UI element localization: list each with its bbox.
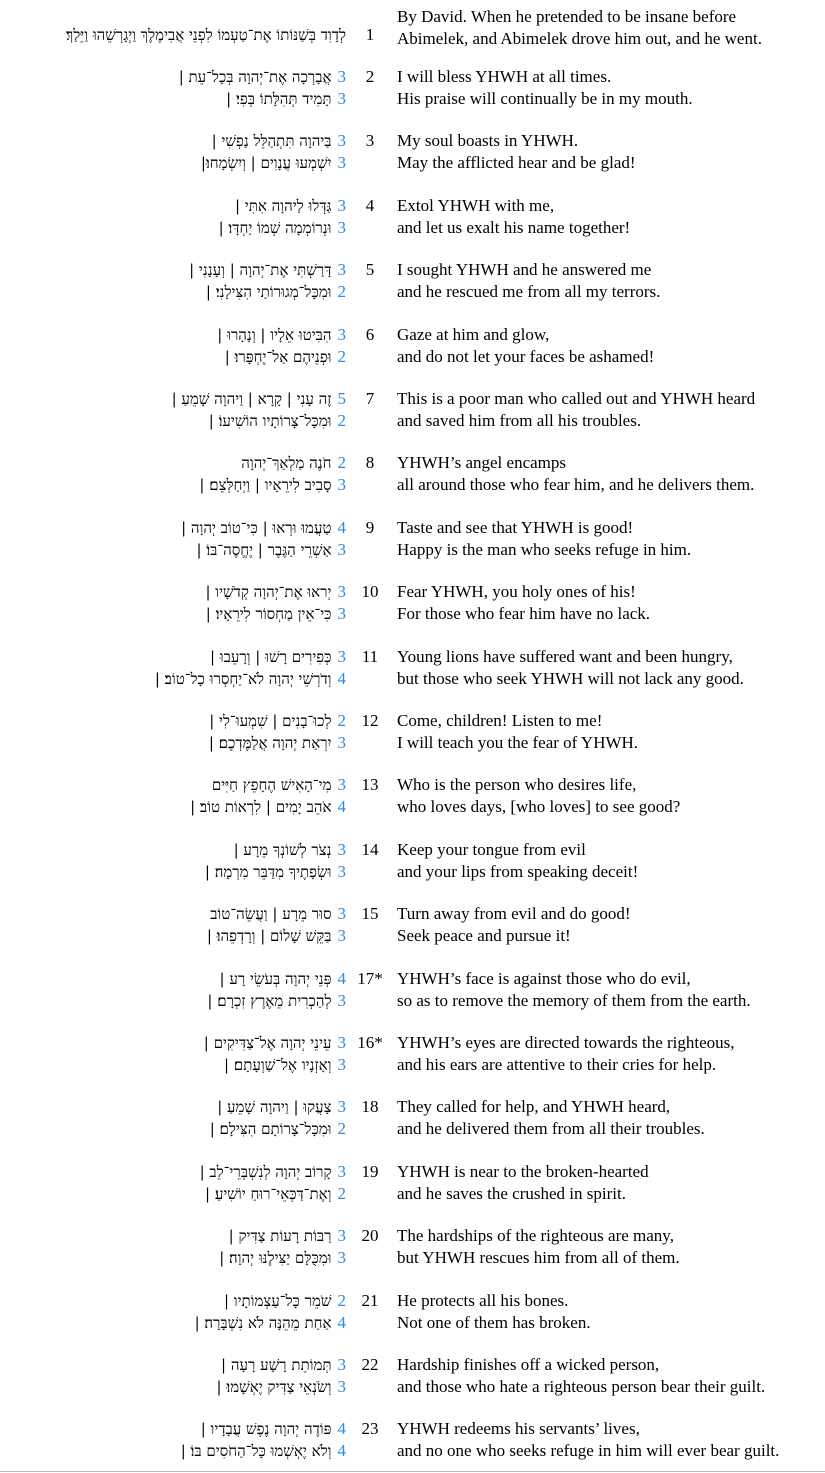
hebrew-text: יְראוּ אֶת־יְהוָה קְדֹשָׁיו | — [205, 583, 332, 601]
hebrew-line — [4, 346, 346, 368]
english-line: but YHWH rescues him from all of them. — [397, 1248, 680, 1267]
verse-number: 10 — [361, 582, 379, 601]
english-line: and his ears are attentive to their cries for help. — [397, 1055, 717, 1074]
english-line: His praise will continually be in my mouth. — [397, 89, 693, 108]
hebrew-line: לְדָוִד בְּשַׁנּוֹתוֹ אֶת־טַעְמוֹ לִפְנֵי אֲבִימֶלֶךְ וַיְגָרְשֵׁהוּ וַיֵּלַךְ׃ — [65, 26, 346, 44]
verse-hebrew — [4, 1290, 346, 1334]
verse-number: 23 — [361, 1419, 379, 1438]
syllable-count: 3 — [337, 840, 346, 859]
verse-hebrew — [4, 452, 346, 496]
hebrew-text: וּפְנֵיהֶם אַל־יֶחְפָּרוּ׃ | — [224, 348, 332, 366]
english-line: YHWH’s eyes are directed towards the righteous, — [397, 1033, 735, 1052]
hebrew-text: לְהַכְרִית מֵאֶרֶץ זִכְרָם׃ | — [207, 992, 332, 1010]
verse-english — [397, 646, 825, 690]
hebrew-text: אַחַת מֵהֵנָּה לֹא נִשְׁבָּרָה׃ | — [194, 1314, 332, 1332]
bottom-divider — [0, 1471, 825, 1472]
hebrew-line — [4, 195, 346, 217]
superscription-hebrew — [4, 24, 346, 46]
syllable-count: 2 — [337, 453, 346, 472]
syllable-count: 4 — [337, 797, 346, 816]
hebrew-text: סוּר מֵרָע | וַעֲשֵׂה־טוֹב — [210, 905, 332, 923]
hebrew-text: וְדֹרְשֵׁי יְהוָה לֹא־יַחְסְרוּ כָל־טוֹב׃ | — [154, 670, 332, 688]
verse-number: 2 — [365, 67, 375, 86]
verse-english — [397, 581, 825, 625]
verse-hebrew — [4, 1418, 346, 1462]
english-line: YHWH redeems his servants’ lives, — [397, 1419, 640, 1438]
verse-hebrew — [4, 1161, 346, 1205]
english-line: Not one of them has broken. — [397, 1313, 591, 1332]
verse-hebrew — [4, 66, 346, 110]
verse-english — [397, 66, 825, 110]
syllable-count: 3 — [337, 733, 346, 752]
hebrew-line — [4, 410, 346, 432]
verse-hebrew — [4, 710, 346, 754]
hebrew-line — [4, 130, 346, 152]
hebrew-text: טַעֲמוּ וּרְאוּ | כִּי־טוֹב יְהוָה | — [181, 519, 332, 537]
verse-english — [397, 452, 825, 496]
hebrew-line — [4, 925, 346, 947]
syllable-count: 3 — [337, 775, 346, 794]
syllable-count: 4 — [337, 1441, 346, 1460]
verse-hebrew — [4, 1096, 346, 1140]
verse-hebrew — [4, 968, 346, 1012]
syllable-count: 2 — [337, 347, 346, 366]
syllable-count: 3 — [337, 604, 346, 623]
english-line: and no one who seeks refuge in him will ever bear guilt. — [397, 1441, 780, 1460]
hebrew-text: וְאָזְנָיו אֶל־שַׁוְעָתָם׃ | — [224, 1056, 332, 1074]
verse-english — [397, 1096, 825, 1140]
hebrew-text: גַּדְּלוּ לַיהוָה אִתִּי | — [234, 197, 332, 215]
hebrew-text: פּוֹדֶה יְהוָה נֶפֶשׁ עֲבָדָיו | — [200, 1420, 332, 1438]
verse-number: 15 — [361, 904, 379, 923]
english-line: May the afflicted hear and be glad! — [397, 153, 636, 172]
hebrew-line — [4, 281, 346, 303]
hebrew-text: פְּנֵי יְהוָה בְּעֹשֵׂי רָע | — [219, 970, 332, 988]
english-line: Gaze at him and glow, — [397, 325, 550, 344]
syllable-count: 3 — [337, 67, 346, 86]
hebrew-text: הִבִּיטוּ אֵלָיו | וְנָהָרוּ | — [217, 326, 332, 344]
syllable-count: 3 — [337, 1377, 346, 1396]
english-line: I will bless YHWH at all times. — [397, 67, 612, 86]
verse-hebrew — [4, 839, 346, 883]
verse-number: 20 — [361, 1226, 379, 1245]
hebrew-text: יִשְׁמְעוּ עֲנָוִים | וְיִשְׂמָחוּ׃| — [200, 154, 332, 172]
hebrew-text: כְּפִירִים רָשׁוּ | וְרָעֵבוּ | — [209, 648, 332, 666]
verse-number: 6 — [365, 325, 375, 344]
verse-hebrew — [4, 1225, 346, 1269]
verse-number: 11 — [361, 647, 379, 666]
verse-number: 3 — [365, 131, 375, 150]
verse-number: 5 — [365, 260, 375, 279]
english-line: YHWH’s angel encamps — [397, 453, 567, 472]
hebrew-text: לְכוּ־בָנִים | שִׁמְעוּ־לִי | — [209, 712, 332, 730]
syllable-count: 3 — [337, 131, 346, 150]
english-line: and let us exalt his name together! — [397, 218, 631, 237]
verse-english — [397, 1290, 825, 1334]
hebrew-line — [4, 452, 346, 474]
hebrew-text: כִּי־אֵין מַחְסוֹר לִירֵאָיו׃ | — [205, 605, 332, 623]
hebrew-line — [4, 539, 346, 561]
verse-hebrew — [4, 581, 346, 625]
hebrew-line — [4, 861, 346, 883]
hebrew-text: צָעֲקוּ | וַיהוָה שָׁמֵעַ | — [217, 1098, 332, 1116]
english-line: YHWH’s face is against those who do evil, — [397, 969, 691, 988]
verse-english — [397, 1161, 825, 1205]
verse-hebrew — [4, 388, 346, 432]
syllable-count: 4 — [337, 969, 346, 988]
english-line: Taste and see that YHWH is good! — [397, 518, 634, 537]
syllable-count: 3 — [337, 540, 346, 559]
hebrew-text: בַּיהוָה תִּתְהַלֵּל נַפְשִׁי | — [211, 132, 332, 150]
english-line: YHWH is near to the broken-hearted — [397, 1162, 649, 1181]
english-line: Seek peace and pursue it! — [397, 926, 571, 945]
verse-english — [397, 517, 825, 561]
hebrew-line — [4, 1418, 346, 1440]
verse-hebrew — [4, 774, 346, 818]
verse-number: 4 — [365, 196, 375, 215]
hebrew-line — [4, 1225, 346, 1247]
verse-hebrew — [4, 324, 346, 368]
syllable-count: 4 — [337, 669, 346, 688]
english-line: and he rescued me from all my terrors. — [397, 282, 661, 301]
hebrew-line — [4, 474, 346, 496]
english-line: They called for help, and YHWH heard, — [397, 1097, 671, 1116]
english-line: but those who seek YHWH will not lack any good. — [397, 669, 744, 688]
syllable-count: 3 — [337, 260, 346, 279]
verse-english — [397, 839, 825, 883]
hebrew-text: סָבִיב לִירֵאָיו | וַיְחַלְּצֵם׃ | — [199, 476, 332, 494]
hebrew-text: וְלֹא יֶאְשְׁמוּ כָּל־הַחֹסִים בּוֹ׃ | — [180, 1442, 332, 1460]
hebrew-text: תְּמוֹתֵת רָשָׁע רָעָה | — [221, 1356, 332, 1374]
verse-english — [397, 259, 825, 303]
hebrew-text: וּמִכָּל־צָרוֹתָם הִצִּילָם׃ | — [209, 1120, 332, 1138]
syllable-count: 3 — [337, 325, 346, 344]
hebrew-line — [4, 1440, 346, 1462]
hebrew-text: תָּמִיד תְּהִלָּתוֹ בְּפִי׃ | — [226, 90, 332, 108]
hebrew-line — [4, 581, 346, 603]
english-line: Turn away from evil and do good! — [397, 904, 631, 923]
hebrew-text: אֲבָרְכָה אֶת־יְהוָה בְּכָל־עֵת | — [178, 68, 332, 86]
verse-english — [397, 324, 825, 368]
syllable-count: 3 — [337, 475, 346, 494]
syllable-count: 3 — [337, 926, 346, 945]
hebrew-line — [4, 774, 346, 796]
verse-number: 18 — [361, 1097, 379, 1116]
hebrew-line — [4, 1096, 346, 1118]
english-line: Come, children! Listen to me! — [397, 711, 603, 730]
hebrew-line — [4, 1290, 346, 1312]
verse-number: 14 — [361, 840, 379, 859]
hebrew-line — [4, 1118, 346, 1140]
verse-english — [397, 130, 825, 174]
hebrew-line — [4, 1161, 346, 1183]
syllable-count: 2 — [337, 1119, 346, 1138]
hebrew-text: וְשֹׂנְאֵי צַדִּיק יֶאְשָׁמוּ׃ | — [216, 1378, 332, 1396]
english-line: He protects all his bones. — [397, 1291, 569, 1310]
hebrew-line — [4, 732, 346, 754]
hebrew-line — [4, 388, 346, 410]
hebrew-line — [4, 1054, 346, 1076]
hebrew-line — [4, 1247, 346, 1269]
verse-number: 22 — [361, 1355, 379, 1374]
syllable-count: 5 — [337, 389, 346, 408]
hebrew-text: נְצֹר לְשׁוֹנְךָ מֵרָע | — [233, 841, 332, 859]
english-line: Keep your tongue from evil — [397, 840, 586, 859]
verse-hebrew — [4, 646, 346, 690]
syllable-count: 3 — [337, 904, 346, 923]
hebrew-line — [4, 152, 346, 174]
syllable-count: 2 — [337, 282, 346, 301]
english-line: and saved him from all his troubles. — [397, 411, 642, 430]
superscription-english — [397, 6, 825, 50]
hebrew-text: דָּרַשְׁתִּי אֶת־יְהוָה | וְעָנָנִי | — [189, 261, 332, 279]
english-line: all around those who fear him, and he delivers them. — [397, 475, 755, 494]
hebrew-text: מִי־הָאִישׁ הֶחָפֵץ חַיִּים — [211, 776, 332, 794]
verse-english — [397, 903, 825, 947]
syllable-count: 3 — [337, 1162, 346, 1181]
verse-number: 13 — [361, 775, 379, 794]
syllable-count: 3 — [337, 647, 346, 666]
syllable-count: 2 — [337, 1184, 346, 1203]
verse-number: 7 — [365, 389, 375, 408]
english-line: Abimelek, and Abimelek drove him out, and he went. — [397, 29, 762, 48]
english-line: I sought YHWH and he answered me — [397, 260, 652, 279]
hebrew-line — [4, 1376, 346, 1398]
syllable-count: 3 — [337, 153, 346, 172]
hebrew-text: וּמִכֻּלָּם יַצִּילֶנּוּ יְהוָה׃ | — [219, 1249, 332, 1267]
syllable-count: 3 — [337, 1055, 346, 1074]
hebrew-line — [4, 324, 346, 346]
english-line: Young lions have suffered want and been hungry, — [397, 647, 733, 666]
english-line: Who is the person who desires life, — [397, 775, 637, 794]
english-line: By David. When he pretended to be insane before — [397, 7, 737, 26]
verse-english — [397, 968, 825, 1012]
verse-number: 19 — [361, 1162, 379, 1181]
verse-english — [397, 1032, 825, 1076]
hebrew-line — [4, 1354, 346, 1376]
verse-number: 9 — [365, 518, 375, 537]
syllable-count: 2 — [337, 711, 346, 730]
hebrew-text: קָרוֹב יְהוָה לְנִשְׁבְּרֵי־לֵב | — [199, 1163, 332, 1181]
hebrew-line — [4, 968, 346, 990]
hebrew-line — [4, 259, 346, 281]
hebrew-text: וּמִכָּל־מְגוּרוֹתַי הִצִּילָנִי׃ | — [205, 283, 332, 301]
syllable-count: 3 — [337, 196, 346, 215]
hebrew-text: זֶה עָנִי | קָרָא | וַיהוָה שָׁמֵעַ | — [171, 390, 332, 408]
hebrew-text: שֹׁמֵר כָּל־עַצְמוֹתָיו | — [223, 1292, 332, 1310]
hebrew-line — [4, 903, 346, 925]
verse-english — [397, 710, 825, 754]
hebrew-line — [4, 66, 346, 88]
syllable-count: 3 — [337, 1355, 346, 1374]
verse-hebrew — [4, 517, 346, 561]
syllable-count: 4 — [337, 518, 346, 537]
hebrew-text: יִרְאַת יְהוָה אֲלַמֶּדְכֶם׃ | — [208, 734, 332, 752]
english-line: so as to remove the memory of them from the earth. — [397, 991, 751, 1010]
hebrew-line — [4, 710, 346, 732]
verse-number: 1 — [365, 25, 375, 44]
hebrew-line — [4, 1183, 346, 1205]
hebrew-line — [4, 88, 346, 110]
english-line: and he delivered them from all their troubles. — [397, 1119, 705, 1138]
verse-hebrew — [4, 1032, 346, 1076]
syllable-count: 4 — [337, 1313, 346, 1332]
hebrew-text: אַשְׁרֵי הַגֶּבֶר | יֶחֱסֶה־בּוֹ׃ | — [196, 541, 332, 559]
verse-hebrew — [4, 903, 346, 947]
verse-number: 16* — [357, 1033, 383, 1052]
hebrew-text: וּנְרוֹמְמָה שְׁמוֹ יַחְדָּו׃ | — [218, 219, 332, 237]
hebrew-text: בַּקֵּשׁ שָׁלוֹם | וְרָדְפֵהוּ׃ | — [206, 927, 332, 945]
verse-hebrew — [4, 259, 346, 303]
verse-hebrew — [4, 130, 346, 174]
english-line: Extol YHWH with me, — [397, 196, 555, 215]
syllable-count: 3 — [337, 1033, 346, 1052]
syllable-count: 4 — [337, 1419, 346, 1438]
syllable-count: 3 — [337, 582, 346, 601]
english-line: and your lips from speaking deceit! — [397, 862, 639, 881]
syllable-count: 2 — [337, 411, 346, 430]
english-line: The hardships of the righteous are many, — [397, 1226, 674, 1245]
english-line: This is a poor man who called out and YHWH heard — [397, 389, 756, 408]
hebrew-line — [4, 668, 346, 690]
verse-number: 8 — [365, 453, 375, 472]
english-line: For those who fear him have no lack. — [397, 604, 651, 623]
syllable-count: 3 — [337, 991, 346, 1010]
syllable-count: 3 — [337, 1226, 346, 1245]
hebrew-line — [4, 603, 346, 625]
verse-hebrew — [4, 195, 346, 239]
english-line: Fear YHWH, you holy ones of his! — [397, 582, 636, 601]
syllable-count: 3 — [337, 218, 346, 237]
english-line: My soul boasts in YHWH. — [397, 131, 579, 150]
syllable-count: 2 — [337, 1291, 346, 1310]
verse-english — [397, 1418, 825, 1462]
english-line: I will teach you the fear of YHWH. — [397, 733, 639, 752]
hebrew-line — [4, 1032, 346, 1054]
verse-english — [397, 1225, 825, 1269]
hebrew-text: רַבּוֹת רָעוֹת צַדִּיק | — [228, 1227, 332, 1245]
hebrew-text: חֹנֶה מַלְאַךְ־יְהוָה — [241, 454, 332, 472]
syllable-count: 3 — [337, 862, 346, 881]
hebrew-line — [4, 839, 346, 861]
hebrew-line — [4, 646, 346, 668]
verse-english — [397, 195, 825, 239]
english-line: Happy is the man who seeks refuge in him. — [397, 540, 692, 559]
hebrew-text: אֹהֵב יָמִים | לִרְאוֹת טוֹב׃ | — [190, 798, 332, 816]
hebrew-text: עֵינֵי יְהוָה אֶל־צַדִּיקִים | — [203, 1034, 332, 1052]
verse-english — [397, 774, 825, 818]
hebrew-line — [4, 517, 346, 539]
hebrew-text: וּמִכָּל־צָרוֹתָיו הוֹשִׁיעוֹ׃ | — [208, 412, 332, 430]
syllable-count: 3 — [337, 1097, 346, 1116]
syllable-count: 3 — [337, 89, 346, 108]
english-line: and those who hate a righteous person bear their guilt. — [397, 1377, 766, 1396]
verse-english — [397, 1354, 825, 1398]
verse-english — [397, 388, 825, 432]
hebrew-line — [4, 1312, 346, 1334]
syllable-count: 3 — [337, 1248, 346, 1267]
verse-number: 17* — [357, 969, 383, 988]
english-line: and do not let your faces be ashamed! — [397, 347, 655, 366]
english-line: and he saves the crushed in spirit. — [397, 1184, 626, 1203]
hebrew-text: וְאֶת־דַּכְּאֵי־רוּחַ יוֹשִׁיעַ׃ | — [205, 1185, 332, 1203]
hebrew-line — [4, 990, 346, 1012]
hebrew-text: וּשְׂפָתֶיךָ מִדַּבֵּר מִרְמָה׃ | — [204, 863, 332, 881]
verse-number: 21 — [361, 1291, 379, 1310]
verse-number: 12 — [361, 711, 379, 730]
hebrew-line — [4, 217, 346, 239]
hebrew-line — [4, 796, 346, 818]
english-line: Hardship finishes off a wicked person, — [397, 1355, 660, 1374]
verse-hebrew — [4, 1354, 346, 1398]
english-line: who loves days, [who loves] to see good? — [397, 797, 681, 816]
